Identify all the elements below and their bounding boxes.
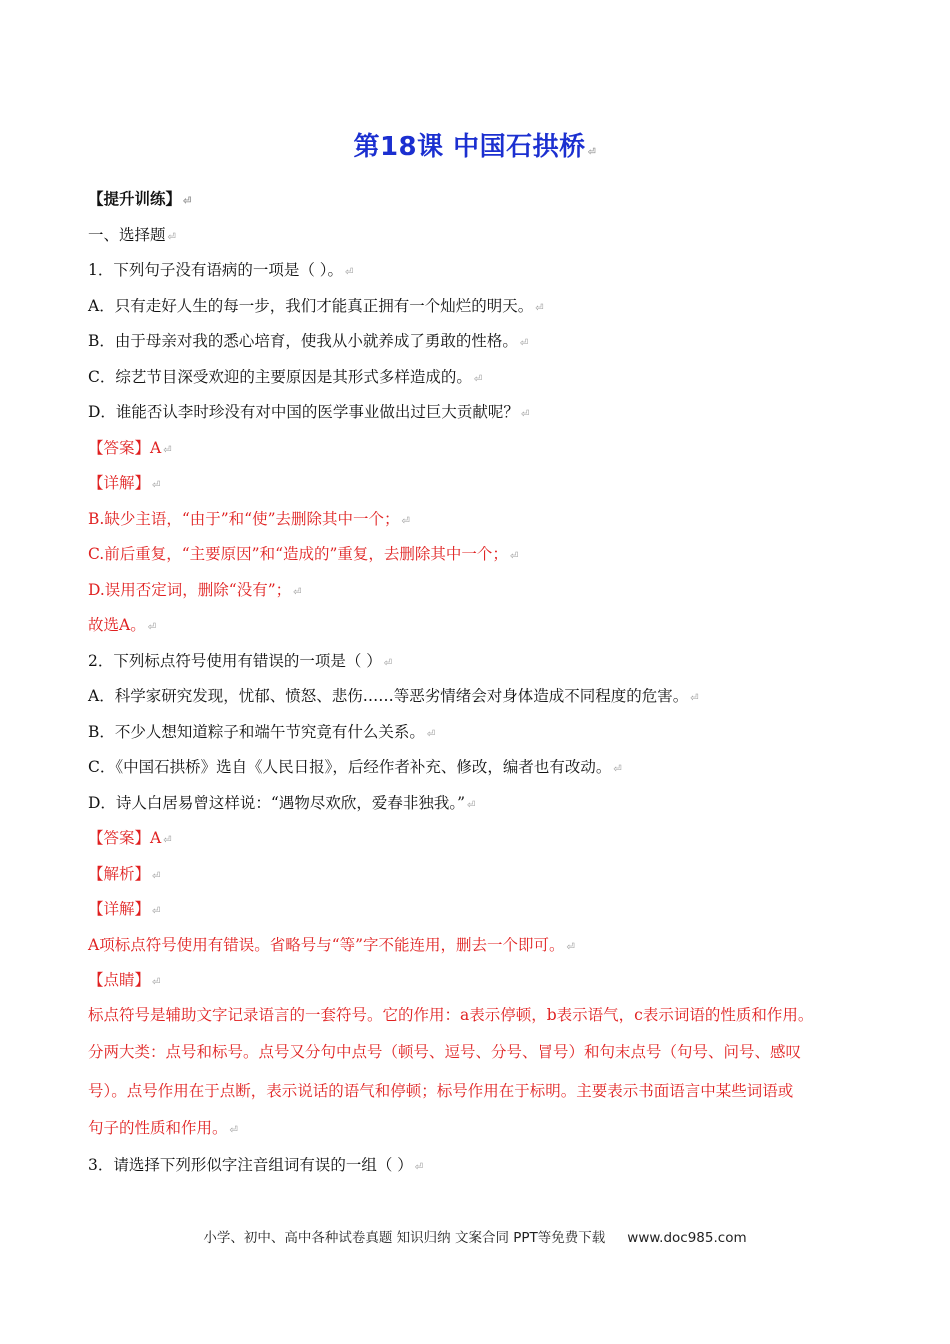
text-line <box>88 259 888 284</box>
line-text: 句子的性质和作用。 <box>88 1119 228 1137</box>
page-footer <box>0 1226 950 1246</box>
line-text: B.缺少主语，“由于”和“使”去删除其中一个； <box>88 510 400 528</box>
line-text: 号）。点号作用在于点断，表示说话的语气和停顿；标号作用在于标明。主要表示书面语言中某些词语或 <box>88 1082 794 1100</box>
line-text: 3．请选择下列形似字注音组词有误的一组（ ） <box>88 1156 413 1174</box>
text-line <box>88 614 888 639</box>
text-line <box>88 792 888 817</box>
line-text: A．只有走好人生的每一步，我们才能真正拥有一个灿烂的明天。 <box>88 297 534 315</box>
text-line <box>88 508 888 533</box>
line-text: 【提升训练】 <box>88 189 182 208</box>
footer-url[interactable]: www.doc985.com <box>627 1230 747 1246</box>
page-title: 第18课 中国石拱桥 ⏎ <box>353 132 597 162</box>
text-line <box>88 1080 888 1102</box>
line-text: B．由于母亲对我的悉心培育，使我从小就养成了勇敢的性格。 <box>88 332 518 350</box>
line-text: C．《中国石拱桥》选自《人民日报》，后经作者补充、修改，编者也有改动。 <box>88 758 612 776</box>
paragraph-mark-icon: ⏎ <box>426 729 436 740</box>
paragraph-mark-icon: ⏎ <box>167 232 176 243</box>
line-text: 故选A。 <box>88 616 146 634</box>
text-line <box>88 685 888 710</box>
line-text: C．综艺节目深受欢迎的主要原因是其形式多样造成的。 <box>88 368 472 386</box>
line-text: 1．下列句子没有语病的一项是（ ）。 <box>88 261 344 279</box>
text-line <box>88 1004 888 1026</box>
text-line <box>88 472 888 497</box>
line-text: 2．下列标点符号使用有错误的一项是（ ） <box>88 652 382 670</box>
line-text: 【详解】 <box>88 474 151 492</box>
text-line <box>88 756 888 781</box>
line-text: A．科学家研究发现，忧郁、愤怒、悲伤……等恶劣情绪会对身体造成不同程度的危害。 <box>88 687 689 705</box>
paragraph-mark-icon: ⏎ <box>535 303 544 314</box>
paragraph-mark-icon: ⏎ <box>467 800 476 811</box>
text-line <box>88 366 888 391</box>
footer-text: 小学、初中、高中各种试卷真题 知识归纳 文案合同 PPT等免费下载 <box>203 1230 606 1246</box>
paragraph-mark-icon: ⏎ <box>383 658 393 669</box>
paragraph-mark-icon: ⏎ <box>473 374 483 385</box>
paragraph-mark-icon: ⏎ <box>690 693 699 704</box>
line-text: 分两大类：点号和标号。点号又分句中点号（顿号、逗号、分号、冒号）和句末点号（句号、问号、感叹 <box>88 1043 802 1061</box>
text-line <box>88 650 888 675</box>
line-text: 一、选择题 <box>88 226 166 244</box>
text-line <box>88 969 888 994</box>
line-text: A项标点符号使用有错误。省略号与“等”字不能连用，删去一个即可。 <box>88 936 565 954</box>
paragraph-mark-icon: ⏎ <box>414 1162 424 1173</box>
paragraph-mark-icon: ⏎ <box>152 906 161 917</box>
paragraph-mark-icon: ⏎ <box>163 445 172 456</box>
text-line <box>88 543 888 568</box>
line-text: D．诗人白居易曾这样说：“遇物尽欢欣，爱春非独我。” <box>88 794 466 812</box>
line-text: B．不少人想知道粽子和端午节究竟有什么关系。 <box>88 723 425 741</box>
text-line <box>88 295 888 320</box>
text-line <box>88 437 888 462</box>
paragraph-mark-icon: ⏎ <box>152 480 161 491</box>
line-text: 【答案】A <box>88 829 162 847</box>
line-text: D.误用否定词，删除“没有”； <box>88 581 292 599</box>
line-text: 【详解】 <box>88 900 151 918</box>
text-line <box>88 863 888 888</box>
paragraph-mark-icon: ⏎ <box>229 1125 238 1136</box>
paragraph-mark-icon: ⏎ <box>520 409 530 420</box>
text-line <box>88 721 888 746</box>
text-line <box>88 224 888 249</box>
paragraph-mark-icon: ⏎ <box>152 871 161 882</box>
paragraph-mark-icon: ⏎ <box>293 587 302 598</box>
paragraph-mark-icon: ⏎ <box>566 942 575 953</box>
text-line <box>88 1117 888 1142</box>
line-text: 【点睛】 <box>88 971 151 989</box>
paragraph-mark-icon: ⏎ <box>401 516 410 527</box>
paragraph-mark-icon: ⏎ <box>345 267 354 278</box>
line-text: 【答案】A <box>88 439 162 457</box>
text-line <box>88 934 888 959</box>
line-text: 【解析】 <box>88 865 151 883</box>
text-line <box>88 401 888 426</box>
paragraph-mark-icon: ⏎ <box>519 338 529 349</box>
paragraph-mark-icon: ⏎ <box>613 764 622 775</box>
text-line <box>88 579 888 604</box>
paragraph-mark-icon: ⏎ <box>152 977 161 988</box>
text-line <box>88 827 888 852</box>
paragraph-mark-icon: ⏎ <box>163 835 172 846</box>
paragraph-mark-icon: ⏎ <box>183 196 192 207</box>
text-line <box>88 1041 888 1063</box>
text-line <box>88 188 888 213</box>
text-line <box>88 1154 888 1179</box>
line-text: C.前后重复，“主要原因”和“造成的”重复，去删除其中一个； <box>88 545 508 563</box>
text-line <box>88 898 888 923</box>
paragraph-mark-icon: ⏎ <box>587 147 597 158</box>
paragraph-mark-icon: ⏎ <box>147 622 157 633</box>
paragraph-mark-icon: ⏎ <box>509 551 519 562</box>
line-text: 标点符号是辅助文字记录语言的一套符号。它的作用：a表示停顿，b表示语气，c表示词语的性质和作用。 <box>88 1006 814 1024</box>
line-text: D．谁能否认李时珍没有对中国的医学事业做出过巨大贡献呢？ <box>88 403 519 421</box>
text-line <box>88 330 888 355</box>
